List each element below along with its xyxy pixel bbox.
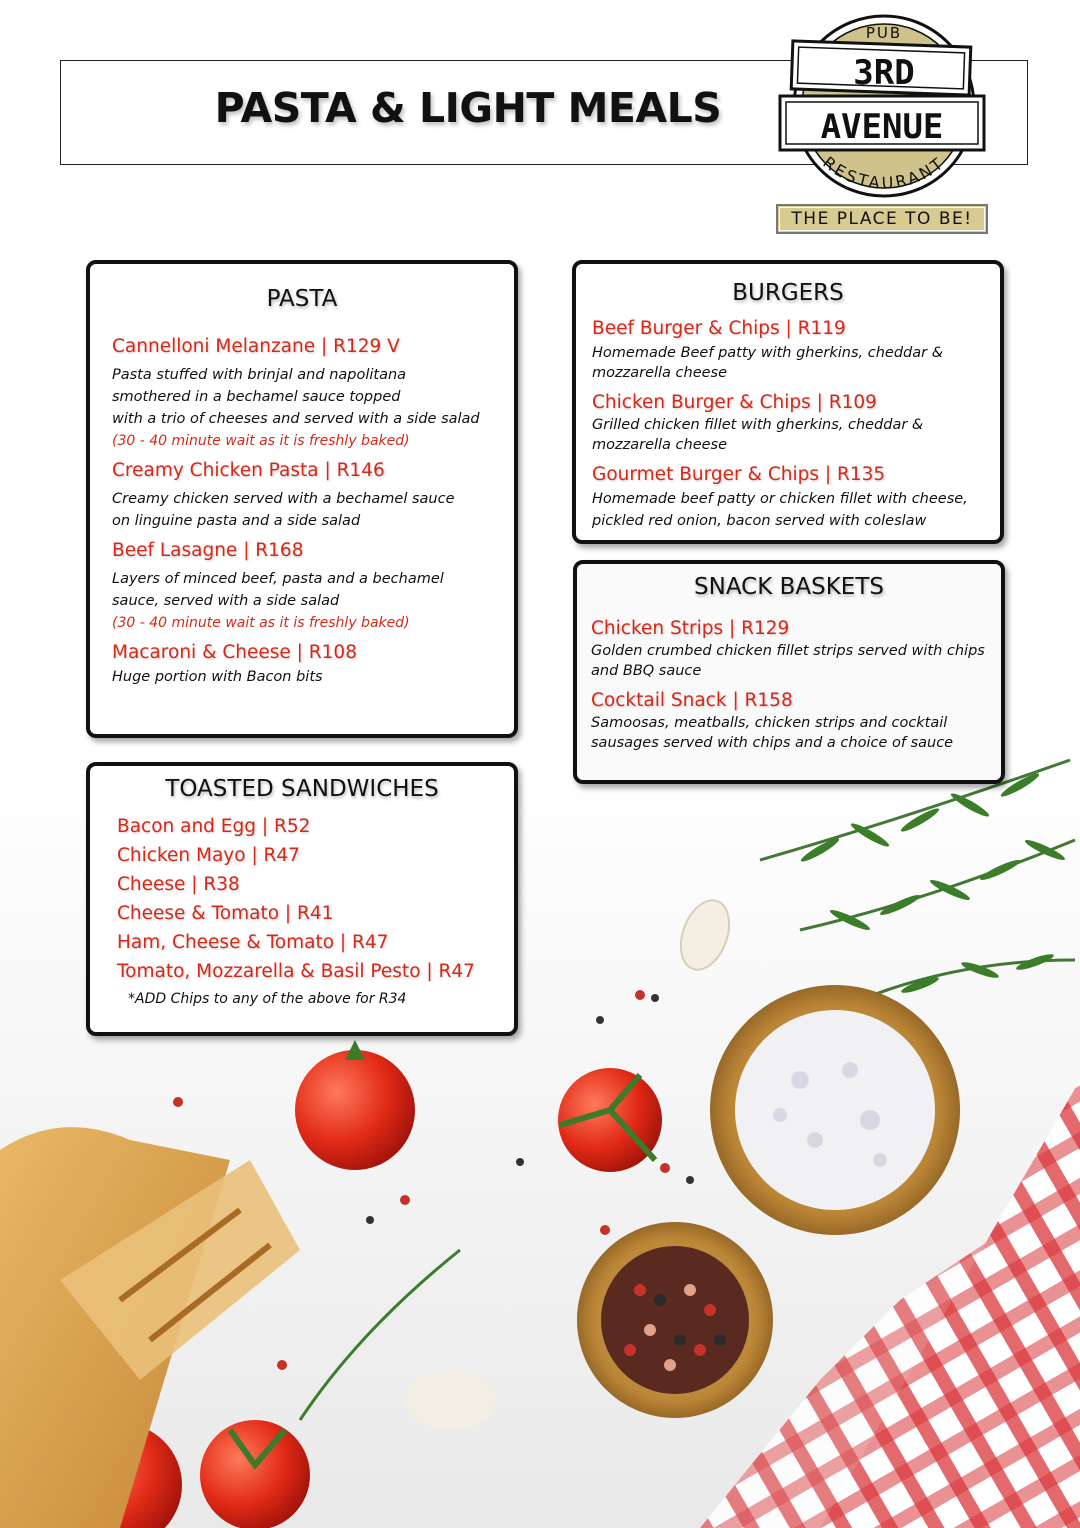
pasta-item-desc: on linguine pasta and a side salad [112,513,361,529]
burger-item-desc: mozzarella cheese [592,365,728,381]
pasta-section [86,260,518,738]
burger-item-desc: pickled red onion, bacon served with coleslaw [592,513,927,529]
snack-item-name: Chicken Strips | R129 [591,618,790,639]
snack-item-name: Cocktail Snack | R158 [591,690,793,711]
burger-item-desc: Homemade Beef patty with gherkins, cheddar & [592,345,944,361]
burgers-section [572,260,1004,544]
page-title: PASTA & LIGHT MEALS [214,84,722,132]
toasted-heading: TOASTED SANDWICHES [165,776,439,802]
burger-item-name: Beef Burger & Chips | R119 [592,318,846,339]
logo-line1-text: 3RD [853,53,915,93]
snack-item-desc: Samoosas, meatballs, chicken strips and cocktail [591,715,948,731]
sandwich-item: Chicken Mayo | R47 [117,845,300,866]
pasta-item-name: Beef Lasagne | R168 [112,540,304,561]
snack-item-desc: Golden crumbed chicken fillet strips served with chips [591,643,985,659]
snacks-heading: SNACK BASKETS [694,574,884,600]
pasta-item-desc: Pasta stuffed with brinjal and napolitana [112,367,407,383]
pasta-item-note: (30 - 40 minute wait as it is freshly baked) [112,615,410,631]
burger-item-name: Chicken Burger & Chips | R109 [592,392,877,413]
toasted-sandwiches-section [86,762,518,1036]
snack-item-desc: and BBQ sauce [591,663,702,679]
sandwich-item: Cheese & Tomato | R41 [117,903,334,924]
pasta-item-desc: Layers of minced beef, pasta and a bechamel [112,571,444,587]
pasta-item-note: (30 - 40 minute wait as it is freshly baked) [112,433,410,449]
sandwich-item: Ham, Cheese & Tomato | R47 [117,932,389,953]
pasta-item-name: Creamy Chicken Pasta | R146 [112,460,385,481]
burger-item-name: Gourmet Burger & Chips | R135 [592,464,886,485]
pasta-heading: PASTA [266,286,338,312]
sandwich-item: Bacon and Egg | R52 [117,816,311,837]
sandwich-item: Cheese | R38 [117,874,240,895]
pasta-item-desc: Creamy chicken served with a bechamel sauce [112,491,455,507]
restaurant-logo [776,14,992,206]
pasta-item-name: Macaroni & Cheese | R108 [112,642,357,663]
burger-item-desc: Grilled chicken fillet with gherkins, cheddar & [592,417,924,433]
pasta-item-desc: smothered in a bechamel sauce topped [112,389,401,405]
pasta-item-desc: with a trio of cheeses and served with a side salad [112,411,480,427]
pasta-item-name: Cannelloni Melanzane | R129 V [112,336,400,357]
burger-item-desc: mozzarella cheese [592,437,728,453]
logo-bottom-text: RESTAURANT [819,152,949,193]
pasta-item-desc: Huge portion with Bacon bits [112,669,323,685]
tagline-badge: THE PLACE TO BE! [776,204,988,234]
logo-top-text: PUB [865,24,903,42]
burgers-heading: BURGERS [732,280,844,306]
logo-line2-text: AVENUE [820,107,944,147]
sandwich-item: Tomato, Mozzarella & Basil Pesto | R47 [117,961,475,982]
burger-item-desc: Homemade beef patty or chicken fillet with cheese, [592,491,968,507]
snack-item-desc: sausages served with chips and a choice of sauce [591,735,954,751]
snack-baskets-section [573,560,1005,784]
pasta-item-desc: sauce, served with a side salad [112,593,340,609]
sandwich-footnote: *ADD Chips to any of the above for R34 [128,991,407,1007]
